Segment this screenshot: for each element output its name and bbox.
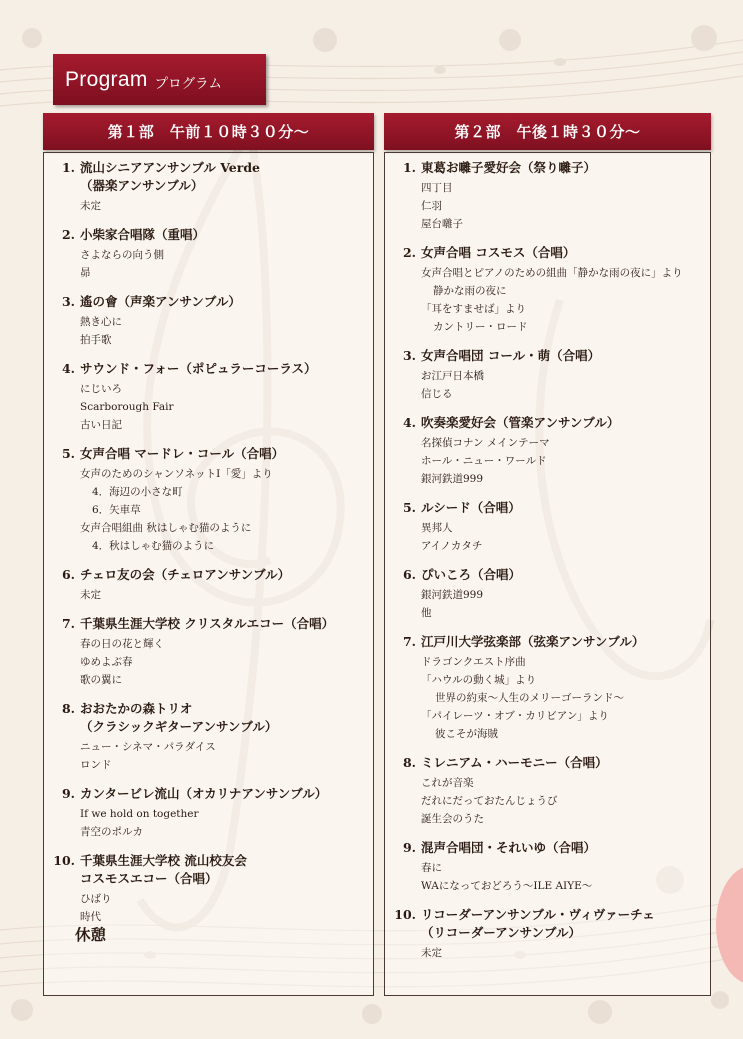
performer-name: ルシード（合唱） bbox=[421, 500, 521, 515]
item-number: 4. bbox=[61, 361, 75, 376]
item-number: 6. bbox=[61, 567, 75, 582]
performer-name: チェロ友の会（チェロアンサンブル） bbox=[80, 567, 291, 582]
program-item bbox=[44, 615, 373, 689]
performer-name: 女声合唱 コスモス（合唱） bbox=[421, 245, 576, 260]
performer-name: 女声合唱 マードレ・コール（合唱） bbox=[80, 446, 285, 461]
part2-items bbox=[385, 159, 710, 973]
piece-list bbox=[421, 367, 710, 403]
item-number: 2. bbox=[61, 227, 75, 242]
item-number: 4. bbox=[402, 415, 416, 430]
item-number: 9. bbox=[402, 840, 416, 855]
item-number: 5. bbox=[402, 500, 416, 515]
piece-title: 時代 bbox=[80, 911, 101, 923]
piece-title: 青空のポルカ bbox=[80, 826, 143, 838]
part1-header: 第１部 午前１０時３０分～ bbox=[43, 113, 374, 150]
item-number: 5. bbox=[61, 446, 75, 461]
performer-name: コスモスエコー（合唱） bbox=[80, 871, 218, 886]
piece-title: 信じる bbox=[421, 388, 453, 400]
program-item bbox=[385, 566, 710, 622]
piece-list bbox=[80, 465, 373, 555]
piece-list bbox=[421, 519, 710, 555]
program-item bbox=[385, 159, 710, 233]
piece-title: 6．矢車草 bbox=[92, 504, 141, 516]
program-item bbox=[385, 499, 710, 555]
item-number: 2. bbox=[402, 245, 416, 260]
piece-title: 仁羽 bbox=[421, 200, 442, 212]
piece-title: ひばり bbox=[80, 893, 112, 905]
piece-title: 春に bbox=[421, 862, 442, 874]
piece-title: 4．海辺の小さな町 bbox=[92, 486, 183, 498]
piece-title: カントリー・ロード bbox=[433, 321, 528, 333]
performer-name: 千葉県生涯大学校 流山校友会 bbox=[80, 853, 247, 868]
piece-list bbox=[421, 434, 710, 488]
piece-title: お江戸日本橋 bbox=[421, 370, 484, 382]
piece-list bbox=[80, 313, 373, 349]
piece-list bbox=[80, 380, 373, 434]
intermission-label: 休憩 bbox=[75, 925, 107, 944]
performer-name: （リコーダーアンサンブル） bbox=[421, 925, 582, 940]
piece-title: Scarborough Fair bbox=[80, 401, 174, 413]
program-item bbox=[385, 347, 710, 403]
program-title-en: Program bbox=[65, 67, 148, 91]
program-item bbox=[44, 566, 373, 604]
program-item bbox=[385, 244, 710, 336]
item-number: 10. bbox=[53, 853, 75, 868]
item-number: 7. bbox=[61, 616, 75, 631]
performer-name: 小柴家合唱隊（重唱） bbox=[80, 227, 206, 242]
performer-name: ぴいころ（合唱） bbox=[421, 567, 522, 582]
item-number: 6. bbox=[402, 567, 416, 582]
piece-title: 未定 bbox=[80, 200, 101, 212]
item-number: 3. bbox=[402, 348, 416, 363]
piece-title: 異邦人 bbox=[421, 522, 453, 534]
piece-title: 未定 bbox=[80, 589, 101, 601]
piece-list bbox=[421, 774, 710, 828]
performer-name: 千葉県生涯大学校 クリスタルエコー（合唱） bbox=[80, 616, 335, 631]
piece-list bbox=[80, 586, 373, 604]
piece-title: 屋台囃子 bbox=[421, 218, 463, 230]
piece-title: 女声合唱組曲 秋はしゃむ猫のように bbox=[80, 522, 252, 534]
piece-title: 未定 bbox=[421, 947, 442, 959]
performer-name: 吹奏楽愛好会（管楽アンサンブル） bbox=[421, 415, 620, 430]
program-item bbox=[44, 785, 373, 841]
item-number: 8. bbox=[61, 701, 75, 716]
piece-list bbox=[80, 738, 373, 774]
part2-header: 第２部 午後１時３０分～ bbox=[384, 113, 711, 150]
piece-title: 世界の約束～人生のメリーゴーランド～ bbox=[435, 692, 624, 704]
piece-title: 銀河鉄道999 bbox=[421, 589, 484, 601]
piece-title: 「耳をすませば」より bbox=[421, 303, 526, 315]
performer-name: ミレニアム・ハーモニー（合唱） bbox=[421, 755, 608, 770]
performer-name: 女声合唱団 コール・萌（合唱） bbox=[421, 348, 601, 363]
piece-title: 名探偵コナン メインテーマ bbox=[421, 437, 550, 449]
piece-title: ロンド bbox=[80, 759, 112, 771]
program-item bbox=[44, 226, 373, 282]
piece-title: ニュー・シネマ・パラダイス bbox=[80, 741, 216, 753]
piece-title: 「ハウルの動く城」より bbox=[421, 674, 537, 686]
performer-name: リコーダーアンサンブル・ヴィヴァーチェ bbox=[421, 907, 655, 922]
piece-title: 他 bbox=[421, 607, 432, 619]
piece-title: 4．秋はしゃむ猫のように bbox=[92, 540, 215, 552]
piece-list bbox=[421, 944, 710, 962]
item-number: 9. bbox=[61, 786, 75, 801]
piece-title: だれにだっておたんじょうび bbox=[421, 795, 558, 807]
piece-title: WAになっておどろう～ILE AIYE～ bbox=[421, 880, 593, 892]
program-item bbox=[44, 852, 373, 926]
piece-title: 彼こそが海賊 bbox=[435, 728, 498, 740]
piece-title: 古い日記 bbox=[80, 419, 122, 431]
performer-name: 流山シニアアンサンブル Verde bbox=[80, 160, 261, 175]
program-item bbox=[385, 633, 710, 743]
program-title-ja: プログラム bbox=[154, 75, 222, 92]
item-number: 1. bbox=[61, 160, 75, 175]
piece-title: ホール・ニュー・ワールド bbox=[421, 455, 547, 467]
piece-title: さよならの向う側 bbox=[80, 249, 164, 261]
performer-name: 江戸川大学弦楽部（弦楽アンサンブル） bbox=[421, 634, 645, 649]
piece-title: にじいろ bbox=[80, 383, 122, 395]
piece-title: 歌の翼に bbox=[80, 674, 122, 686]
piece-list bbox=[421, 586, 710, 622]
program-item bbox=[385, 754, 710, 828]
part1-items bbox=[44, 159, 373, 937]
program-item bbox=[44, 700, 373, 774]
item-number: 3. bbox=[61, 294, 75, 309]
item-number: 7. bbox=[402, 634, 416, 649]
performer-name: おおたかの森トリオ bbox=[80, 701, 193, 716]
piece-list bbox=[80, 635, 373, 689]
piece-list bbox=[421, 859, 710, 895]
performer-name: （器楽アンサンブル） bbox=[80, 178, 204, 193]
item-number: 10. bbox=[394, 907, 416, 922]
performer-name: （クラシックギターアンサンブル） bbox=[80, 719, 278, 734]
piece-list bbox=[421, 653, 710, 743]
piece-title: 女声合唱とピアノのための組曲「静かな雨の夜に」より bbox=[421, 267, 683, 279]
program-title-tab bbox=[53, 54, 266, 105]
piece-title: アイノカタチ bbox=[421, 540, 483, 552]
piece-title: 拍手歌 bbox=[80, 334, 112, 346]
performer-name: 東葛お囃子愛好会（祭り囃子） bbox=[421, 160, 597, 175]
piece-title: 春の日の花と輝く bbox=[80, 638, 164, 650]
piece-title: 銀河鉄道999 bbox=[421, 473, 484, 485]
part2-program-list bbox=[384, 152, 711, 996]
program-item bbox=[385, 839, 710, 895]
piece-list bbox=[80, 890, 373, 926]
piece-title: 四丁目 bbox=[421, 182, 453, 194]
pink-flower-decoration bbox=[716, 866, 743, 984]
part1-program-list bbox=[43, 152, 374, 996]
piece-title: If we hold on together bbox=[80, 808, 199, 820]
piece-title: 昴 bbox=[80, 267, 91, 279]
item-number: 8. bbox=[402, 755, 416, 770]
piece-title: ゆめよぶ春 bbox=[80, 656, 133, 668]
piece-title: 「パイレーツ・オブ・カリビアン」より bbox=[421, 710, 609, 722]
piece-list bbox=[421, 179, 710, 233]
item-number: 1. bbox=[402, 160, 416, 175]
program-item bbox=[44, 293, 373, 349]
piece-list bbox=[80, 805, 373, 841]
program-item bbox=[44, 159, 373, 215]
piece-title: ドラゴンクエスト序曲 bbox=[421, 656, 526, 668]
program-item bbox=[44, 445, 373, 555]
program-item bbox=[385, 906, 710, 962]
performer-name: サウンド・フォー（ポピュラーコーラス） bbox=[80, 361, 317, 376]
performer-name: 混声合唱団・それいゆ（合唱） bbox=[421, 840, 597, 855]
piece-list bbox=[421, 264, 710, 336]
piece-title: 誕生会のうた bbox=[421, 813, 484, 825]
piece-list bbox=[80, 246, 373, 282]
piece-title: 静かな雨の夜に bbox=[433, 285, 507, 297]
program-item bbox=[385, 414, 710, 488]
piece-title: 女声のためのシャンソネットⅠ「愛」より bbox=[80, 468, 273, 480]
performer-name: 遙の會（声楽アンサンブル） bbox=[80, 294, 241, 309]
piece-title: これが音楽 bbox=[421, 777, 474, 789]
performer-name: カンタービレ流山（オカリナアンサンブル） bbox=[80, 786, 328, 801]
piece-list bbox=[80, 197, 373, 215]
piece-title: 熱き心に bbox=[80, 316, 122, 328]
program-item bbox=[44, 360, 373, 434]
